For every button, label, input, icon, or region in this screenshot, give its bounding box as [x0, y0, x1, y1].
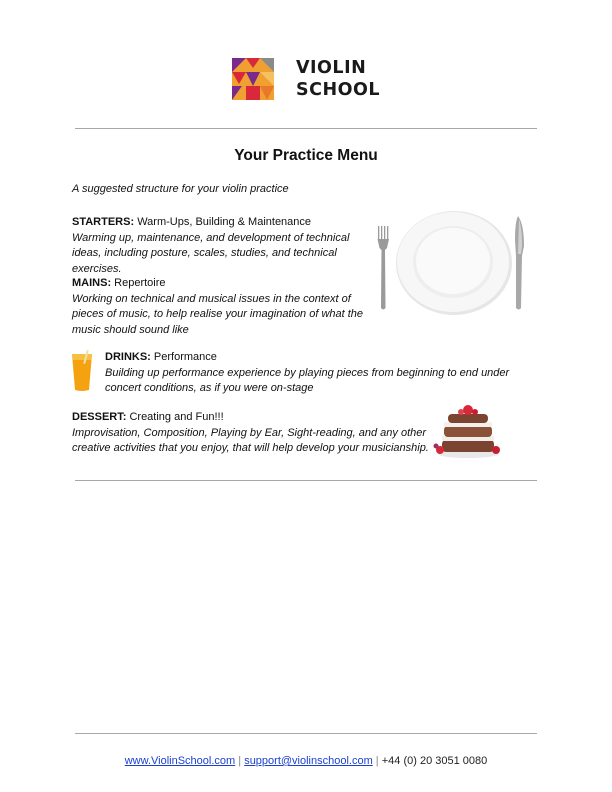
footer-separator-2: |: [372, 755, 382, 767]
top-divider: [75, 128, 537, 129]
email-link[interactable]: support@violinschool.com: [244, 755, 373, 767]
dessert-section: [72, 410, 432, 457]
page-title: Your Practice Menu: [234, 147, 378, 164]
website-link[interactable]: www.ViolinSchool.com: [124, 755, 236, 767]
logo-mark-icon: [232, 58, 274, 100]
logo-wordmark: [296, 57, 380, 101]
mains-description: Working on technical and musical issues in the context of pieces of music, to help realise your imagination of what the music should sound like: [72, 292, 364, 336]
dessert-description: Improvisation, Composition, Playing by Ear, Sight-reading, and any other creative activities that you enjoy, that will help develop your musicianship.: [72, 426, 429, 455]
dessert-heading: [72, 410, 432, 426]
mains-title: Repertoire: [111, 277, 166, 289]
dessert-label: DESSERT:: [72, 411, 127, 423]
juice-glass-icon: [70, 350, 94, 392]
mains-label: MAINS:: [72, 277, 112, 289]
starters-title: Warm-Ups, Building & Maintenance: [134, 216, 312, 228]
starters-description: Warming up, maintenance, and development of technical ideas, including posture, scales, studies, and technical exercises.: [72, 231, 350, 275]
mains-section: [72, 276, 367, 338]
dessert-title: Creating and Fun!!!: [126, 411, 224, 423]
phone-number: +44 (0) 20 3051 0080: [381, 755, 488, 767]
footer-separator-1: |: [235, 755, 245, 767]
mains-heading: [72, 276, 367, 292]
footer: [0, 755, 612, 767]
starters-section: [72, 215, 372, 277]
subtitle: A suggested structure for your violin practice: [72, 183, 289, 195]
plate-and-cutlery-icon: [372, 210, 532, 318]
drinks-label: DRINKS:: [105, 351, 151, 363]
drinks-description: Building up performance experience by playing pieces from beginning to end under concert conditions, as if you were on-stage: [105, 366, 510, 395]
logo-line-2: SCHOOL: [296, 80, 380, 100]
drinks-title: Performance: [150, 351, 217, 363]
footer-divider: [75, 733, 537, 734]
starters-label: STARTERS:: [72, 216, 135, 228]
drinks-heading: [105, 350, 525, 366]
bottom-divider: [75, 480, 537, 481]
starters-heading: [72, 215, 372, 231]
violin-school-logo: [232, 56, 382, 102]
drinks-section: [105, 350, 525, 397]
cake-icon: [428, 402, 508, 460]
logo-line-1: VIOLIN: [296, 58, 367, 78]
